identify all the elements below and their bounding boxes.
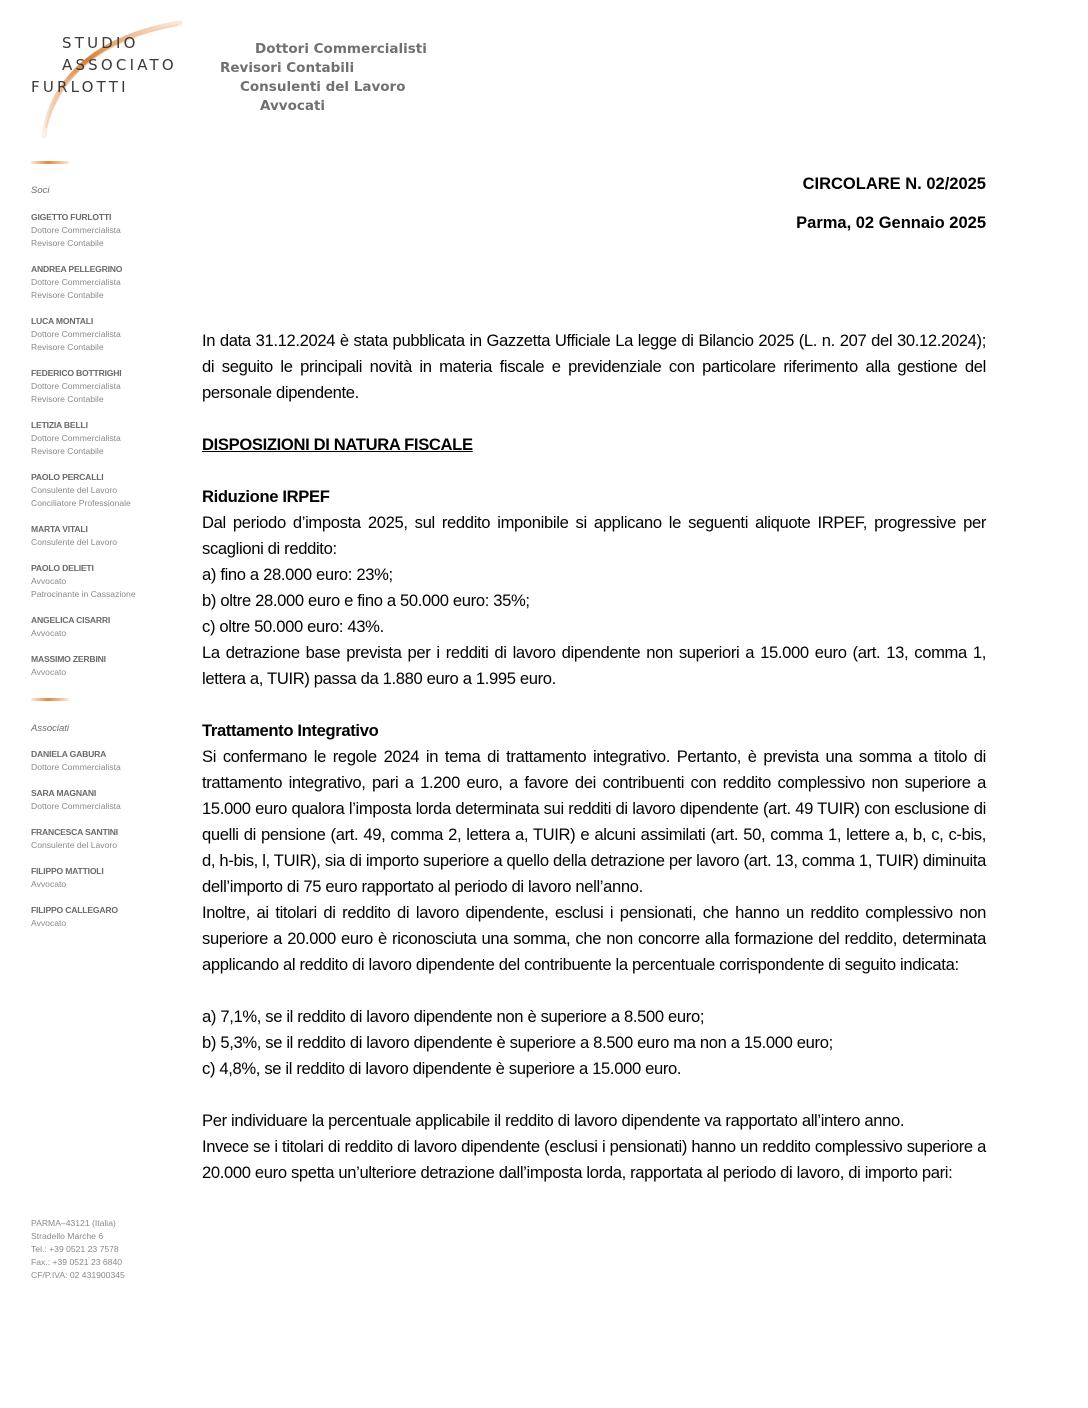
- logo-text-studio: STUDIO: [62, 34, 139, 52]
- member-entry: [31, 419, 121, 458]
- member-entry: [31, 263, 122, 302]
- member-role: Revisore Contabile: [31, 342, 104, 352]
- associati-heading: Associati: [31, 723, 70, 734]
- member-name: LETIZIA BELLI: [31, 420, 88, 430]
- member-entry: [31, 865, 104, 891]
- member-name: LUCA MONTALI: [31, 316, 94, 326]
- tagline: Avvocati: [260, 98, 326, 114]
- member-entry: [31, 367, 121, 406]
- phone-number: Tel.: +39 0521 23 7578: [31, 1244, 119, 1254]
- member-name: FEDERICO BOTTRIGHI: [31, 368, 122, 378]
- percentage-item: c) 4,8%, se il reddito di lavoro dipendente è superiore a 15.000 euro.: [202, 1059, 682, 1078]
- section-title: DISPOSIZIONI DI NATURA FISCALE: [202, 435, 473, 454]
- member-role: Dottore Commercialista: [31, 433, 121, 443]
- letterhead-taglines: [220, 40, 427, 116]
- document-body: [202, 328, 986, 1186]
- member-name: PAOLO PERCALLI: [31, 472, 104, 482]
- member-name: FILIPPO CALLEGARO: [31, 905, 118, 915]
- circular-date: Parma, 02 Gennaio 2025: [796, 214, 986, 232]
- vat-number: CF/P.IVA: 02 431900345: [31, 1270, 125, 1280]
- studio-logo: [28, 18, 188, 168]
- member-entry: [31, 748, 121, 774]
- tagline: Dottori Commercialisti: [255, 41, 427, 57]
- member-role: Dottore Commercialista: [31, 329, 121, 339]
- member-name: FRANCESCA SANTINI: [31, 827, 118, 837]
- member-name: DANIELA GABURA: [31, 749, 107, 759]
- irpef-bracket: c) oltre 50.000 euro: 43%.: [202, 617, 384, 636]
- member-entry: [31, 614, 110, 640]
- member-entry: [31, 523, 117, 549]
- member-role: Dottore Commercialista: [31, 762, 121, 772]
- member-role: Dottore Commercialista: [31, 381, 121, 391]
- subsection-title-irpef: Riduzione IRPEF: [202, 487, 330, 506]
- member-entry: [31, 211, 121, 250]
- member-role: Conciliatore Professionale: [31, 498, 131, 508]
- address-line: Stradello Marche 6: [31, 1231, 104, 1241]
- trattamento-paragraph: Per individuare la percentuale applicabile il reddito di lavoro dipendente va rapportato all’intero anno.: [202, 1111, 905, 1130]
- orange-divider: [31, 698, 69, 701]
- member-role: Dottore Commercialista: [31, 801, 121, 811]
- member-role: Revisore Contabile: [31, 238, 104, 248]
- irpef-detrazione: La detrazione base prevista per i redditi di lavoro dipendente non superiori a 15.000 euro (art. 13, comma 1, lettera a, TUIR) passa da 1.880 euro a 1.995 euro.: [202, 643, 986, 688]
- logo-text-furlotti: FURLOTTI: [31, 78, 129, 96]
- member-name: PAOLO DELIETI: [31, 563, 94, 573]
- intro-paragraph: In data 31.12.2024 è stata pubblicata in Gazzetta Ufficiale La legge di Bilancio 2025 (L. n. 207 del 30.12.2024); di seguito le principali novità in materia fiscale e previdenziale con particolare riferimento alla gestione del personale dipendente.: [202, 331, 986, 402]
- member-role: Avvocato: [31, 628, 67, 638]
- member-entry: [31, 562, 136, 601]
- irpef-bracket: b) oltre 28.000 euro e fino a 50.000 euro: 35%;: [202, 591, 530, 610]
- percentage-item: b) 5,3%, se il reddito di lavoro dipendente è superiore a 8.500 euro ma non a 15.000 euro;: [202, 1033, 833, 1052]
- office-address: [31, 1217, 125, 1282]
- member-role: Dottore Commercialista: [31, 225, 121, 235]
- member-role: Patrocinante in Cassazione: [31, 589, 136, 599]
- member-role: Consulente del Lavoro: [31, 840, 117, 850]
- member-role: Consulente del Lavoro: [31, 537, 117, 547]
- subsection-title-trattamento: Trattamento Integrativo: [202, 721, 379, 740]
- trattamento-paragraph: Inoltre, ai titolari di reddito di lavoro dipendente, esclusi i pensionati, che hanno un reddito complessivo non superiore a 20.000 euro è riconosciuta una somma, che non concorre alla formazione del reddito, determinata applicando al reddito di lavoro dipendente del contribuente la percentuale corrispondente di seguito indicata:: [202, 903, 986, 974]
- member-entry: [31, 653, 106, 679]
- member-entry: [31, 315, 121, 354]
- member-name: ANGELICA CISARRI: [31, 615, 111, 625]
- address-line: PARMA–43121 (Italia): [31, 1218, 116, 1228]
- member-entry: [31, 904, 118, 930]
- member-name: FILIPPO MATTIOLI: [31, 866, 104, 876]
- member-role: Avvocato: [31, 918, 67, 928]
- circular-number: CIRCOLARE N. 02/2025: [802, 175, 986, 193]
- irpef-bracket: a) fino a 28.000 euro: 23%;: [202, 565, 393, 584]
- soci-heading: Soci: [31, 185, 50, 196]
- percentage-item: a) 7,1%, se il reddito di lavoro dipendente non è superiore a 8.500 euro;: [202, 1007, 705, 1026]
- member-role: Avvocato: [31, 879, 67, 889]
- member-role: Revisore Contabile: [31, 394, 104, 404]
- member-name: MASSIMO ZERBINI: [31, 654, 106, 664]
- member-name: GIGETTO FURLOTTI: [31, 212, 112, 222]
- member-role: Dottore Commercialista: [31, 277, 121, 287]
- member-role: Consulente del Lavoro: [31, 485, 117, 495]
- member-role: Revisore Contabile: [31, 290, 104, 300]
- member-entry: [31, 471, 131, 510]
- member-entry: [31, 826, 118, 852]
- member-name: MARTA VITALI: [31, 524, 88, 534]
- logo-text-associato: ASSOCIATO: [62, 56, 177, 74]
- trattamento-paragraph: Si confermano le regole 2024 in tema di trattamento integrativo. Pertanto, è prevista una somma a titolo di trattamento integrativo, pari a 1.200 euro, a favore dei contribuenti con reddito complessivo non superiore a 15.000 euro qualora l’imposta lorda determinata sui redditi di lavoro dipendente (art. 49 TUIR) con esclusione di quelli di pensione (art. 49, comma 2, lettera a, TUIR) e alcuni assimilati (art. 50, comma 1, lettere a, b, c, c-bis, d, h-bis, l, TUIR), sia di importo superiore a quello della detrazione per lavoro (art. 13, comma 1, TUIR) diminuita dell’importo di 75 euro rapportato al periodo di lavoro nell’anno.: [202, 747, 986, 896]
- member-name: SARA MAGNANI: [31, 788, 97, 798]
- member-role: Avvocato: [31, 576, 67, 586]
- tagline: Consulenti del Lavoro: [240, 79, 406, 95]
- member-name: ANDREA PELLEGRINO: [31, 264, 123, 274]
- member-role: Avvocato: [31, 667, 67, 677]
- member-role: Revisore Contabile: [31, 446, 104, 456]
- trattamento-paragraph: Invece se i titolari di reddito di lavoro dipendente (esclusi i pensionati) hanno un reddito complessivo superiore a 20.000 euro spetta un’ulteriore detrazione dall’imposta lorda, rapportata al periodo di lavoro, di importo pari:: [202, 1137, 986, 1182]
- orange-divider: [31, 161, 69, 164]
- fax-number: Fax.: +39 0521 23 6840: [31, 1257, 123, 1267]
- tagline: Revisori Contabili: [220, 60, 355, 76]
- member-entry: [31, 787, 121, 813]
- irpef-intro: Dal periodo d’imposta 2025, sul reddito imponibile si applicano le seguenti aliquote IRPEF, progressive per scaglioni di reddito:: [202, 513, 986, 558]
